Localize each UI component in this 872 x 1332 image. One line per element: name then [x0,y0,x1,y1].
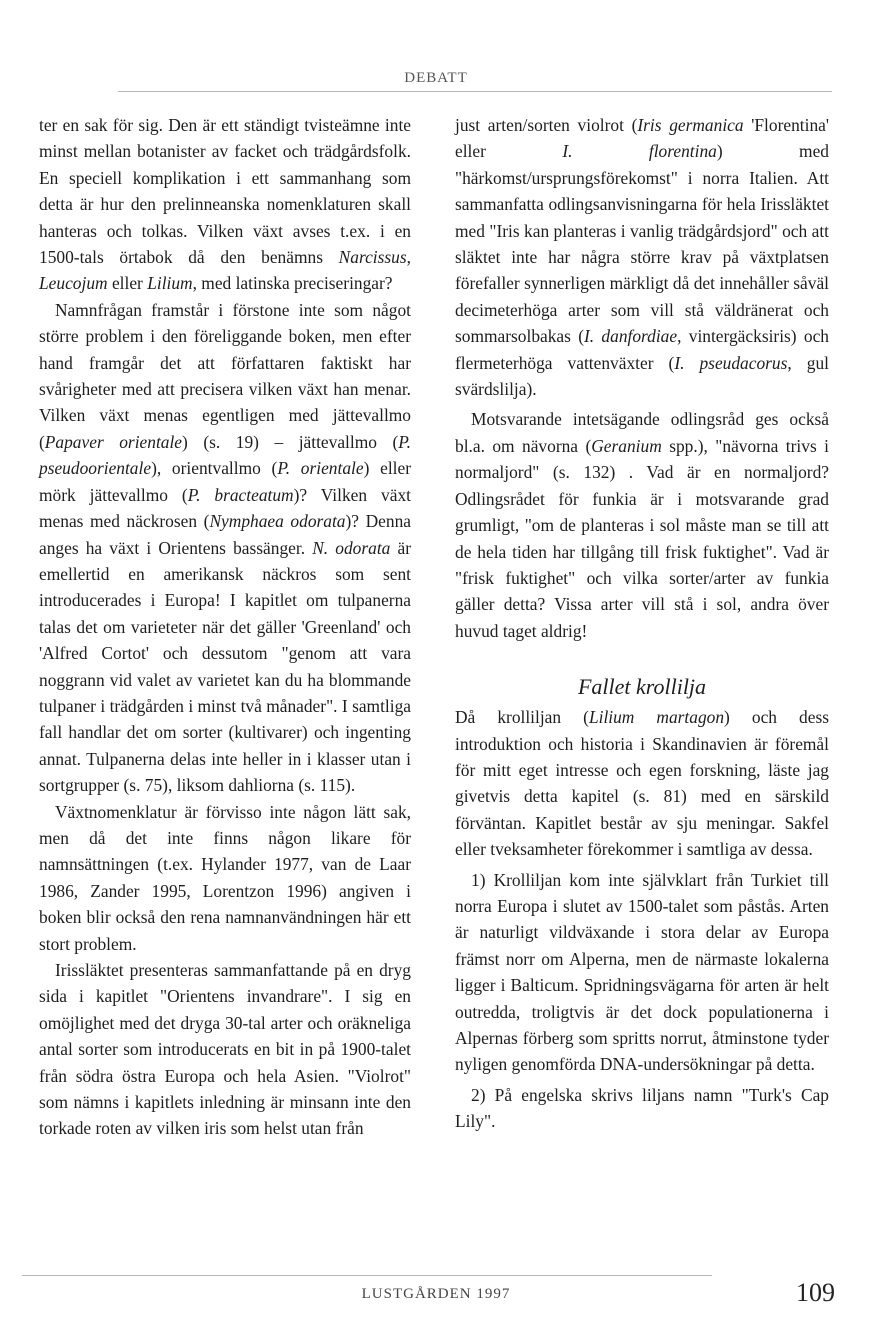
text-run: just arten/sorten violrot ( [455,115,638,135]
left-paragraph-1 [39,112,411,297]
text-run: )? Vilken växt menas med näckrosen ( [39,484,411,532]
text-run: ) (s. 19) – jättevallmo ( [182,431,399,452]
right-paragraph-5 [455,1082,829,1135]
left-paragraph-2 [39,297,411,799]
text-run: , med latinska preciseringar? [192,273,393,294]
italic-term: P. bracteatum [187,484,294,505]
section-subheading: Fallet krollilja [577,674,707,700]
text-run: ), orientvallmo ( [151,458,278,479]
text-run: 2) På engelska skrivs liljans namn "Turk's Cap Lily". [455,1084,829,1132]
text-run: 1) Krolliljan kom inte självklart från Turkiet till norra Europa i slutet av 1500-talet som påstås. Arten är naturligt vildväxande i stora delar av Europa främst norr om Alperna, men de närmaste lokalerna ligger i Balticum. Spridningsvägarna för arten är helt outredda, troligtvis är det dock populationerna i Alpernas förberg som spritts norrut, åtminstone tyder nyligen genomförda DNA-undersökningar på detta. [455,869,829,1075]
right-paragraph-4 [455,867,829,1078]
italic-term: P. pseudoorientale [39,431,411,479]
text-run: )? Denna anges ha växt i Orientens bassänger. [39,511,412,558]
right-paragraph-1 [455,112,829,402]
italic-term: Nymphaea odorata [209,511,346,532]
italic-term: Leucojum [39,273,108,294]
text-run: Namnfrågan framstår i förstone inte som något större problem i den föreliggande boken, men efter hand framgår det att författaren faktiskt har svårigheter med att precisera vilken växt han menar. Vilken växt menas egentligen med jättevallmo ( [39,299,411,452]
text-run: 'Florentina' eller [455,115,829,162]
italic-term: N. odorata [312,537,391,558]
right-column [455,112,829,1135]
running-footer: LUSTGÅRDEN 1997 [361,1286,511,1302]
italic-term: Iris germanica [637,115,744,135]
text-run: , vintergäcksiris) och flermeterhöga vattenväxter ( [455,326,829,373]
italic-term: Narcissus [338,247,407,268]
running-header: DEBATT [404,70,468,86]
text-run: eller [107,273,148,294]
text-run: är emellertid en amerikansk näckros som sent introducerades i Europa! I kapitlet om tulpanerna talas det om varieteter när det gäller 'Greenland' och 'Alfred Cortot' och dessutom "genom att vara noggrann vid valet av varietet kan du ha blommande tulpaner i trädgården i minst två månader". I samtliga fall handlar det om sorter (kultivarer) och ingenting annat. Tulpanerna delas inte heller in i klasser utan i sortgrupper (s. 75), liksom dahliorna (s. 115). [39,537,412,796]
italic-term: P. orientale [277,458,364,479]
italic-term: Geranium [591,435,662,456]
footer-rule [22,1275,712,1276]
text-run: , gul svärdslilja). [455,352,829,400]
italic-term: Papaver orientale [44,431,183,452]
text-run: Motsvarande intetsägande odlingsråd ges också bl.a. om nävorna ( [455,409,829,456]
right-paragraph-3 [455,704,829,862]
right-paragraph-2 [455,406,829,644]
page-number: 109 [796,1278,835,1307]
italic-term: I. danfordiae [584,326,678,347]
italic-term: Lilium martagon [588,707,725,728]
italic-term: Lilium [147,273,193,294]
text-run: ) med "härkomst/ursprungsförekomst" i norra Italien. Att sammanfatta odlingsanvisningarna för hela Irissläktet med "Iris kan planteras i vanlig trädgårdsjord" och att släktet inte har några större krav på växtplatsen förefaller synnerligen märkligt då det innehåller såväl decimeterhöga arter som vill stå väldränerat och sommarsolbakas ( [455,141,829,347]
text-run: Irissläktet presenteras sammanfattande på en dryg sida i kapitlet "Orientens invandrare". I sig en omöjlighet med det dryga 30-tal arter och oräkneliga antal sorter som introducerats en bit in på 1900-talet från södra östra Europa och hela Asien. "Violrot" som nämns i kapitlets inledning är minsann inte den torkade roten av vilken iris som helst utan från [39,960,411,1139]
text-run: ter en sak för sig. Den är ett ständigt tvisteämne inte minst mellan botanister av facket och trädgårdsfolk. En speciell komplikation i ett sammanhang som detta är hur den prelinneanska nomenklaturen skall hanteras och tolkas. Vilken växt avses t.ex. i en 1500-tals örtabok då den benämns [39,115,411,268]
italic-term: I. florentina [562,141,717,162]
text-run: ) och dess introduktion och historia i Skandinavien är föremål för mitt eget intresse och egen forskning, läste jag givetvis detta kapitel (s. 81) med en särskild förväntan. Kapitlet består av sju meningar. Sakfel eller tveksamheter förekommer i samtliga av dessa. [455,707,829,860]
italic-term: I. pseudacorus [674,352,788,373]
text-run: Då krolliljan ( [455,707,589,728]
left-paragraph-3 [39,799,411,957]
header-rule [118,91,832,92]
text-run: spp.), "nävorna trivs i normaljord" (s. 132) . Vad är en normaljord? Odlingsrådet för funkia är i motsvarande grad grumligt, "om de planteras i sol måste man se till att de hela tiden har tillgång till frisk fuktighet". Vad är "frisk fuktighet" och vilka sorter/arter av funkia gäller detta? Vissa arter vill stå i sol, andra över huvud taget aldrig! [455,435,829,641]
text-run: ) eller mörk jättevallmo ( [39,458,411,505]
left-paragraph-4 [39,957,411,1142]
text-run: , [406,247,411,268]
text-run: Växtnomenklatur är förvisso inte någon lätt sak, men då det inte finns någon likare för namnsättningen (t.ex. Hylander 1977, van de Laar 1986, Zander 1995, Lorentzon 1996) angiven i boken blir också den rena namnanvändningen här ett stort problem. [39,801,411,954]
left-column [39,112,411,1142]
